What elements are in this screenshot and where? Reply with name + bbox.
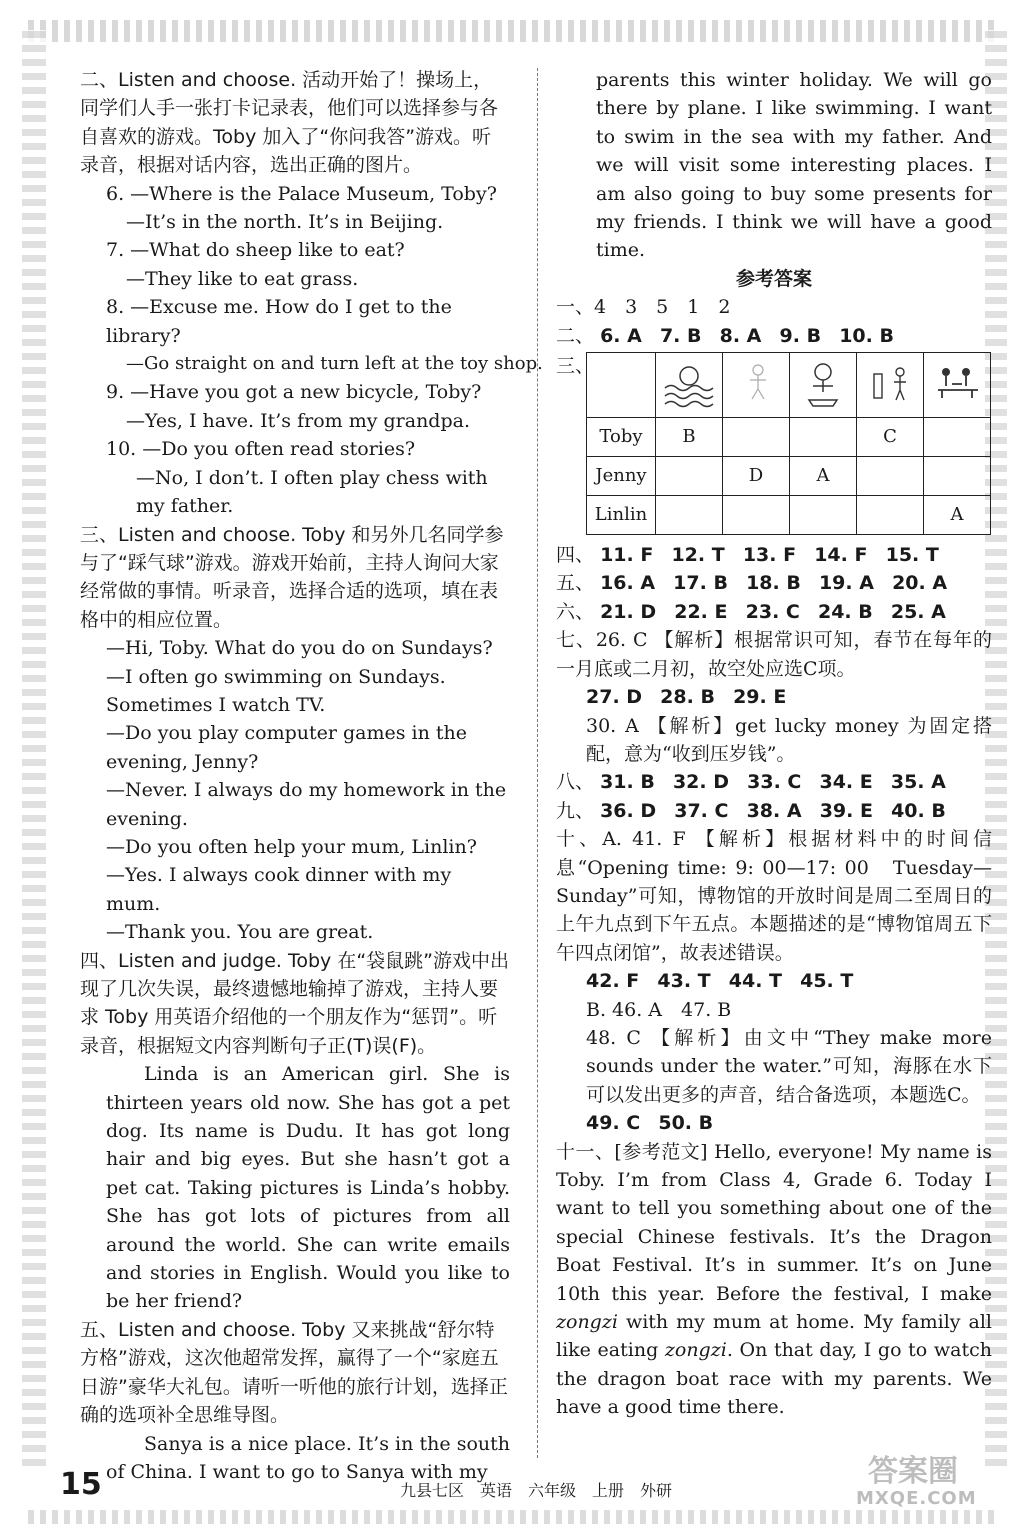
watermark-text: 答案圈 [868,1454,958,1489]
table-cell: C [857,418,924,457]
answers-title: 参考答案 [735,267,812,290]
swimming-picture [656,353,723,418]
table-row [587,496,991,535]
row-name: Linlin [587,496,656,535]
dialog-line: 6. —Where is the Palace Museum, Toby? [106,182,497,205]
answer-item: 35. A [890,771,946,794]
answer-item: 44. T [728,970,782,993]
table-cell [924,418,991,457]
answer-item: 50. B [658,1112,714,1135]
dialog-line: —Do you often help your mum, Linlin? [106,835,477,858]
answer-7-q30: 30. A 【解析】get lucky money 为固定搭配，意为“收到压岁钱”。 [586,714,992,765]
answer-item: 28. B [660,686,715,709]
watermark-logo [838,1446,1003,1516]
decorative-border-top [28,20,997,42]
answer-9 [556,797,992,825]
table-cell: B [656,418,723,457]
dialog-line: 8. —Excuse me. How do I get to the library? [106,296,452,347]
section-5-passage-continued: parents this winter holiday. We will go there by plane. I like swimming. I want to swim in the sea with my father. And we will visit some interesting places. I am also going to buy some presents for my friends. I think we will have a good time. [596,69,992,262]
answer-item: 11. F [600,544,654,567]
answer-item: 36. D [600,799,657,822]
dialog-line: —Hi, Toby. What do you do on Sundays? [106,637,493,660]
table-cell [656,496,723,535]
answer-prefix: 四、 [556,544,595,567]
homework-picture [790,353,857,418]
answer-item: 13. F [742,544,797,567]
dialog-line: —Never. I always do my homework in the evening. [106,779,507,830]
essay-zongzi-1: zongzi [556,1311,618,1334]
answer-4 [556,541,992,569]
row-name: Jenny [587,457,656,496]
dialog-line: —No, I don’t. I often play chess with my father. [136,466,488,518]
page-number: 15 [60,1467,102,1502]
answer-item: 37. C [674,799,729,822]
dialog-line: 10. —Do you often read stories? [106,438,416,461]
answer-11-essay [556,1138,992,1422]
answer-item: 14. F [814,544,868,567]
answer-5 [556,569,992,597]
table-row [587,418,991,457]
column-divider [537,68,538,1458]
answer-explanation: 26. C 【解析】根据常识可知，春节在每年的一月底或二月初，故空处应选C项。 [556,629,992,680]
table-cell [857,457,924,496]
dialog-line: —Yes, I have. It’s from my grandpa. [126,409,471,432]
answer-prefix: 二、 [556,324,595,347]
dialog-line: —They like to eat grass. [126,267,359,290]
section-4-title: 四、Listen and judge. Toby 在“袋鼠跳”游戏中出现了几次失误，最终遗憾地输掉了游戏，主持人要求 Toby 用英语介绍他的一个朋友作为“惩罚”。听录音，根据短文内容判断句子正(T)误(F)。 [80,949,510,1057]
answer-item: 34. E [819,771,873,794]
section-2-title: 二、Listen and choose. 活动开始了！操场上，同学们人手一张打卡记录表，他们可以选择参与各自喜欢的游戏。Toby 加入了“你问我答”游戏。听录音，根据对话内容，选出正确的图片。 [80,69,499,177]
answer-item: 7. B [659,324,702,347]
answer-8 [556,768,992,796]
tv-picture [723,353,790,418]
answer-item: 18. B [746,572,801,595]
table-cell [790,496,857,535]
answer-item: 8. A [719,324,762,347]
answer-6 [556,598,992,626]
table-cell: D [723,457,790,496]
answer-10-q41: 十、A. 41. F 【解析】根据材料中的时间信息“Opening time: 9: 00—17: 00 Tuesday—Sunday”可知，博物馆的开放时间是周二至周日的上午九点到下午五点。本题描述的是“博物馆周五下午四点闭馆”，故表述错误。 [556,828,992,964]
answer-prefix: 八、 [556,771,595,794]
answer-item: 23. C [745,600,800,623]
answer-item: 6. A [600,324,642,347]
answer-item: 49. C [586,1112,641,1135]
section-3-dialogs [106,634,510,946]
answer-item: 33. C [747,771,802,794]
answer-10-q48: 48. C 【解析】由文中“They make more sounds under the water.”可知，海豚在水下可以发出更多的声音，结合备选项，本题选C。 [586,1026,992,1106]
essay-part-1: Hello, everyone! My name is Toby. I’m from Class 4, Grade 6. Today I want to tell you something about one of the special Chinese festivals. It’s the Dragon Boat Festival. It’s in summer. It’s on June 10th this year. Before the festival, I make [556,1140,993,1305]
section-3-title: 三、Listen and choose. Toby 和另外几名同学参与了“踩气球”游戏。游戏开始前，主持人询问大家经常做的事情。听录音，选择合适的选项，填在表格中的相应位置。 [80,523,504,631]
answer-prefix: 十一、[参考范文] [556,1140,708,1163]
section-5-title: 五、Listen and choose. Toby 又来挑战“舒尔特方格”游戏，这次他超常发挥，赢得了一个“家庭五日游”豪华大礼包。请听一听他的旅行计划，选择正确的选项补全思维导图。 [80,1318,508,1427]
answer-table [586,352,991,535]
row-name: Toby [587,418,656,457]
section-2-dialogs [106,180,543,521]
footer-info: 九县七区 英语 六年级 上册 外研 [400,1481,673,1500]
section-5-passage: Sanya is a nice place. It’s in the south of China. I want to go to Sanya with my [106,1432,510,1483]
essay-part-2: with my mum at home. My family all like eating [556,1311,992,1362]
answer-7-q26 [556,626,992,683]
dialog-line: —Thank you. You are great. [106,921,374,944]
left-column [80,66,543,1486]
answer-item: 20. A [892,572,948,595]
table-row [587,457,991,496]
essay-part-3: . On that day, I go to watch the dragon boat race with my parents. We have a good time there. [556,1339,992,1419]
answer-item: 16. A [600,572,656,595]
answer-prefix: 六、 [556,600,595,623]
table-corner [587,353,656,418]
table-cell [857,496,924,535]
dialog-line: 7. —What do sheep like to eat? [106,239,405,262]
answer-item: 31. B [600,771,655,794]
answer-7-line2 [556,683,992,711]
cooking-picture [924,353,991,418]
table-cell [656,457,723,496]
answer-1: 一、4 3 5 1 2 [556,296,731,319]
watermark-url: MXQE.COM [856,1488,977,1509]
decorative-border-left [22,30,46,1466]
answer-item: 10. B [839,324,894,347]
dialog-line: —I often go swimming on Sundays. Sometimes I watch TV. [106,665,446,716]
answer-item: 19. A [818,572,874,595]
answer-item: 25. A [890,600,946,623]
essay-zongzi-2: zongzi [664,1339,727,1362]
computer-picture [857,353,924,418]
answer-3 [556,352,992,535]
answer-item: 15. T [885,544,939,567]
answer-item: 40. B [891,799,946,822]
answer-2 [556,322,992,350]
answer-10-line5 [556,1109,992,1137]
table-cell: A [924,496,991,535]
answer-item: 24. B [817,600,873,623]
answer-item: 43. T [657,970,711,993]
answer-item: 29. E [733,686,787,709]
answer-prefix: 九、 [556,799,595,822]
answer-10-part-b: B. 46. A 47. B [586,998,732,1021]
answer-item: 42. F [586,970,640,993]
dialog-line: —Yes. I always cook dinner with my mum. [106,864,452,915]
right-column [556,66,992,1422]
answer-item: 32. D [672,771,729,794]
answer-prefix: 七、 [556,629,596,652]
table-cell [723,496,790,535]
answer-item: 17. B [673,572,728,595]
table-cell [723,418,790,457]
answer-item: 27. D [586,686,643,709]
answer-prefix: 五、 [556,572,595,595]
answer-item: 38. A [746,799,802,822]
table-cell [790,418,857,457]
table-cell: A [790,457,857,496]
answer-item: 12. T [671,544,725,567]
dialog-line: —Go straight on and turn left at the toy shop. [126,353,543,375]
answer-item: 45. T [800,970,854,993]
answer-item: 39. E [819,799,873,822]
answer-item: 9. B [779,324,822,347]
table-cell [924,457,991,496]
answer-prefix: 三、 [556,355,595,378]
dialog-line: —Do you play computer games in the evening, Jenny? [106,722,468,773]
dialog-line: 9. —Have you got a new bicycle, Toby? [106,381,482,404]
section-4-passage: Linda is an American girl. She is thirteen years old now. She has got a pet dog. Its name is Dudu. It has got long hair and big eyes. But she hasn’t got a pet cat. Taking pictures is Linda’s hobby. She has got lots of pictures from all around the world. She can write emails and stories in English. Would you like to be her friend? [106,1063,510,1313]
answer-item: 22. E [674,600,728,623]
answer-10-line2 [556,967,992,995]
answer-item: 21. D [600,600,657,623]
dialog-line: —It’s in the north. It’s in Beijing. [126,211,444,234]
